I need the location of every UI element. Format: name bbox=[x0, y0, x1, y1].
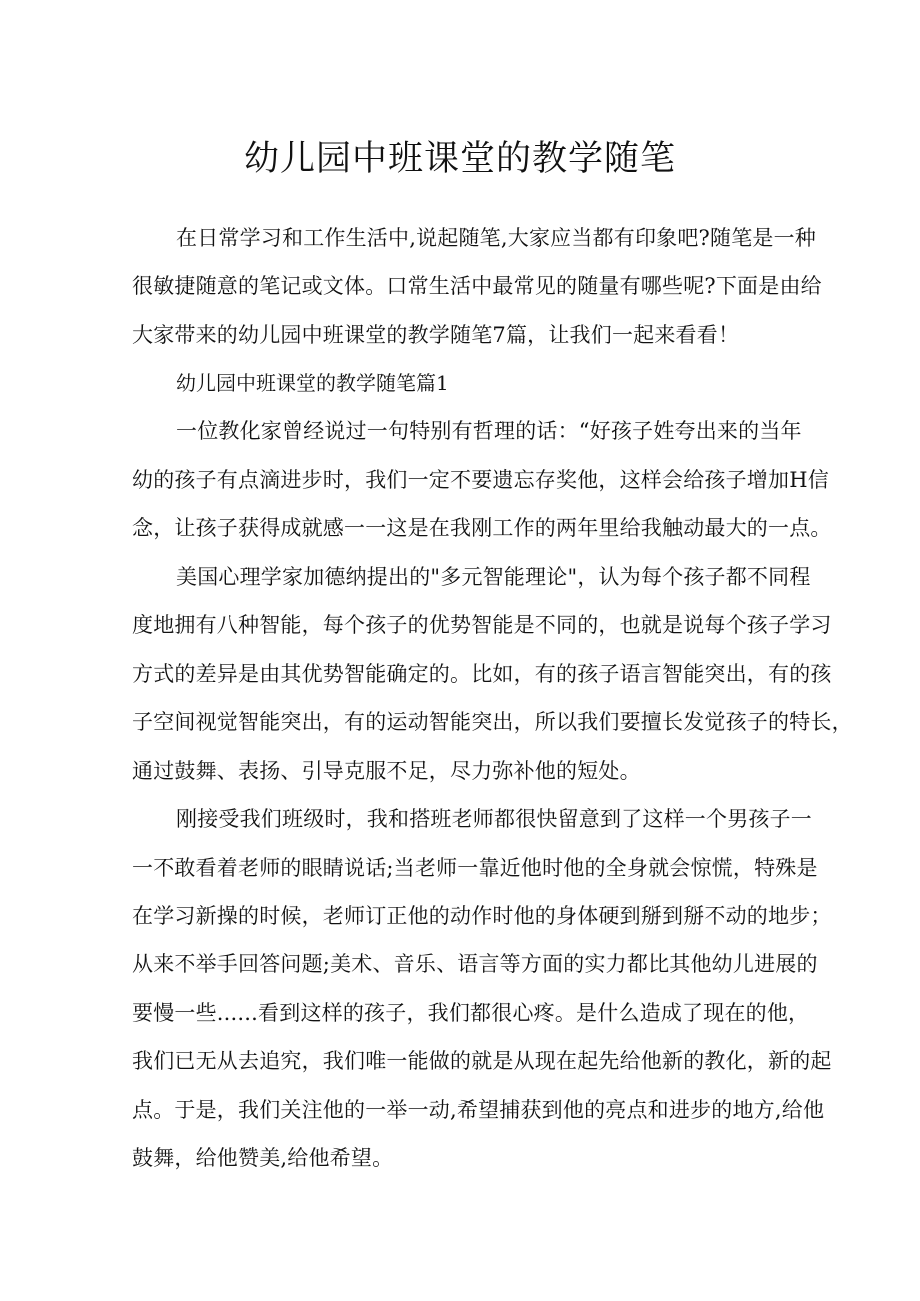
paragraph-line: 子空间视觉智能突出，有的运动智能突出，所以我们要擅长发觉孩子的特长， bbox=[132, 710, 853, 734]
paragraph-line: 幼的孩子有点滴进步时，我们一定不要遗忘存奖他，这样会给孩子增加H信 bbox=[132, 468, 829, 492]
intro-line: 在日常学习和工作生活中,说起随笔,大家应当都有印象吧?随笔是一种 bbox=[176, 226, 817, 250]
intro-line: 大家带来的幼儿园中班课堂的教学随笔7篇，让我们一起来看看！ bbox=[132, 323, 740, 347]
paragraph-line: 点。于是，我们关注他的一举一动,希望捕获到他的亮点和进步的地方,给他 bbox=[132, 1098, 825, 1122]
paragraph-line: 通过鼓舞、表扬、引导克服不足，尽力弥补他的短处。 bbox=[132, 759, 641, 783]
paragraph-line: 在学习新操的时候，老师订正他的动作时他的身体硬到掰到掰不动的地步； bbox=[132, 904, 832, 928]
paragraph-line: 念，让孩子获得成就感一一这是在我刚工作的两年里给我触动最大的一点。 bbox=[132, 516, 832, 540]
paragraph-line: 我们已无从去追究，我们唯一能做的就是从现在起先给他新的教化，新的起 bbox=[132, 1049, 832, 1073]
section-heading: 幼儿园中班课堂的教学随笔篇1 bbox=[176, 371, 449, 395]
intro-line: 很敏捷随意的笔记或文体。口常生活中最常见的随量有哪些呢?下面是由给 bbox=[132, 274, 822, 298]
paragraph-line: 一不敢看着老师的眼睛说话;当老师一靠近他时他的全身就会惊慌，特殊是 bbox=[132, 856, 818, 880]
paragraph-line: 度地拥有八种智能，每个孩子的优势智能是不同的，也就是说每个孩子学习 bbox=[132, 613, 832, 637]
paragraph-line: 美国心理学家加德纳提出的"多元智能理论"，认为每个孩子都不同程 bbox=[176, 565, 811, 589]
paragraph-line: 刚接受我们班级时，我和搭班老师都很快留意到了这样一个男孩子一 bbox=[176, 807, 812, 831]
paragraph-line: 鼓舞，给他赞美,给他希望。 bbox=[132, 1146, 394, 1170]
page-title: 幼儿园中班课堂的教学随笔 bbox=[243, 139, 676, 179]
paragraph-line: 方式的差异是由其优势智能确定的。比如，有的孩子语言智能突出，有的孩 bbox=[132, 662, 832, 686]
paragraph-line: 从来不举手回答问题;美术、音乐、语言等方面的实力都比其他幼儿进展的 bbox=[132, 952, 818, 976]
paragraph-line: 要慢一些......看到这样的孩子，我们都很心疼。是什么造成了现在的他， bbox=[132, 1001, 810, 1025]
paragraph-line: 一位教化家曾经说过一句特别有哲理的话：“好孩子姓夸出来的当年 bbox=[176, 419, 802, 443]
